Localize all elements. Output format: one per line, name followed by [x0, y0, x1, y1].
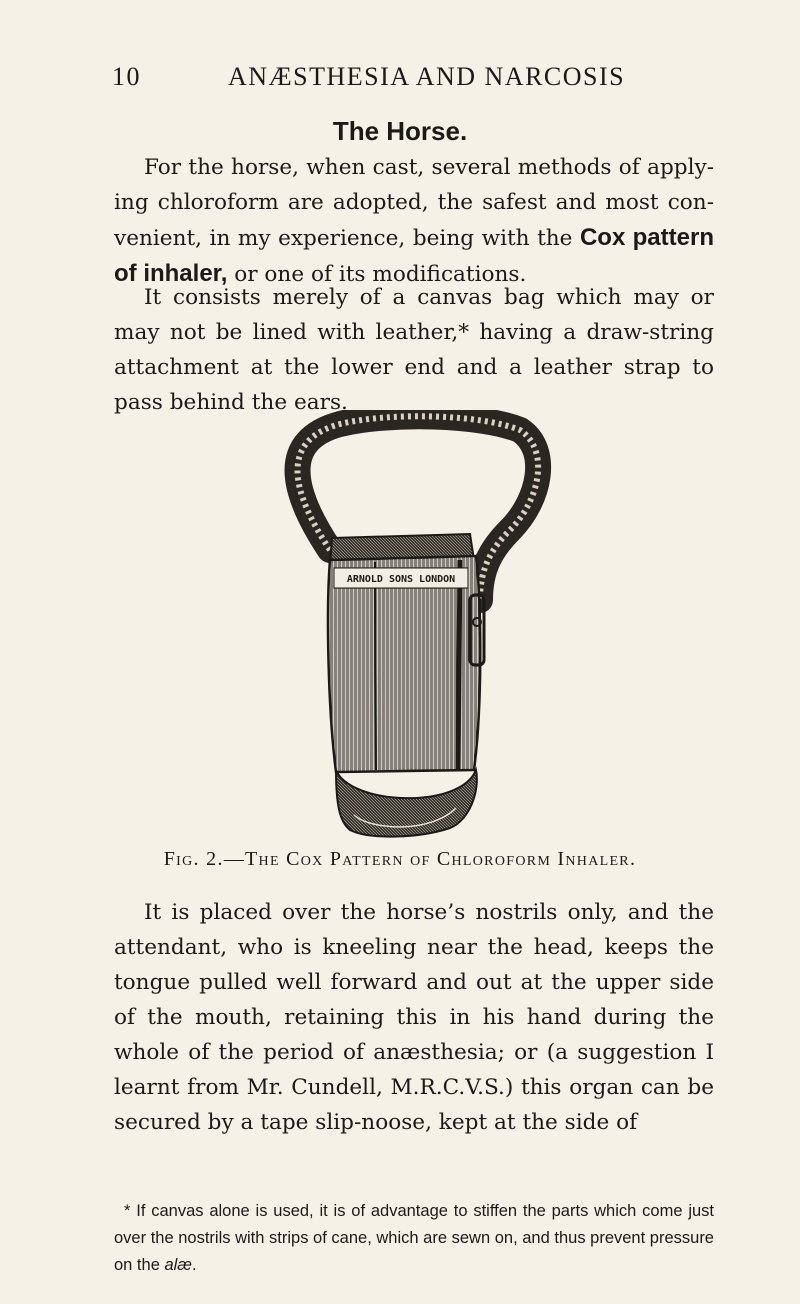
footnote-italic-term: alæ — [164, 1256, 192, 1274]
paragraph-cox-method — [114, 150, 714, 292]
paragraph-text: or one of its modifications. — [227, 262, 527, 287]
emphasis-cox-pattern: Cox pattern of inhaler, — [114, 224, 714, 287]
figure-caption: Fig. 2.—The Cox Pattern of Chloroform Inhaler. — [163, 848, 637, 870]
inhaler-illustration — [270, 410, 560, 850]
running-head-title: ANÆSTHESIA AND NARCOSIS — [228, 62, 626, 91]
footnote — [114, 1198, 714, 1279]
maker-stamp: ARNOLD SONS LONDON — [346, 574, 456, 585]
footnote-text-end: . — [191, 1256, 197, 1274]
running-head — [112, 62, 712, 92]
section-title: The Horse. — [332, 116, 468, 146]
paragraph-canvas-bag: It consists merely of a canvas bag which may or may not be lined with leather,* having a draw-string attachment at the lower end and a leather strap to pass behind the ears. — [114, 285, 714, 415]
paragraph-text: For the horse, when cast, several methods of apply-ing chloroform are adopted, the safest and most con-venient, in my experience, being with the — [114, 155, 714, 251]
footnote-text: * If canvas alone is used, it is of advantage to stiffen the parts which come just over the nostrils with strips of cane, which are sewn on, and thus prevent pressure on the — [114, 1202, 714, 1274]
paragraph-placement: It is placed over the horse’s nostrils only, and the attendant, who is kneeling near the head, keeps the tongue pulled well forward and out at the upper side of the mouth, retaining this in his hand during the whole of the period of anæsthesia; or (a suggestion I learnt from Mr. Cundell, M.R.C.V.S.) this organ can be secured by a tape slip-noose, kept at the side of — [114, 900, 714, 1135]
page-number: 10 — [112, 62, 141, 91]
